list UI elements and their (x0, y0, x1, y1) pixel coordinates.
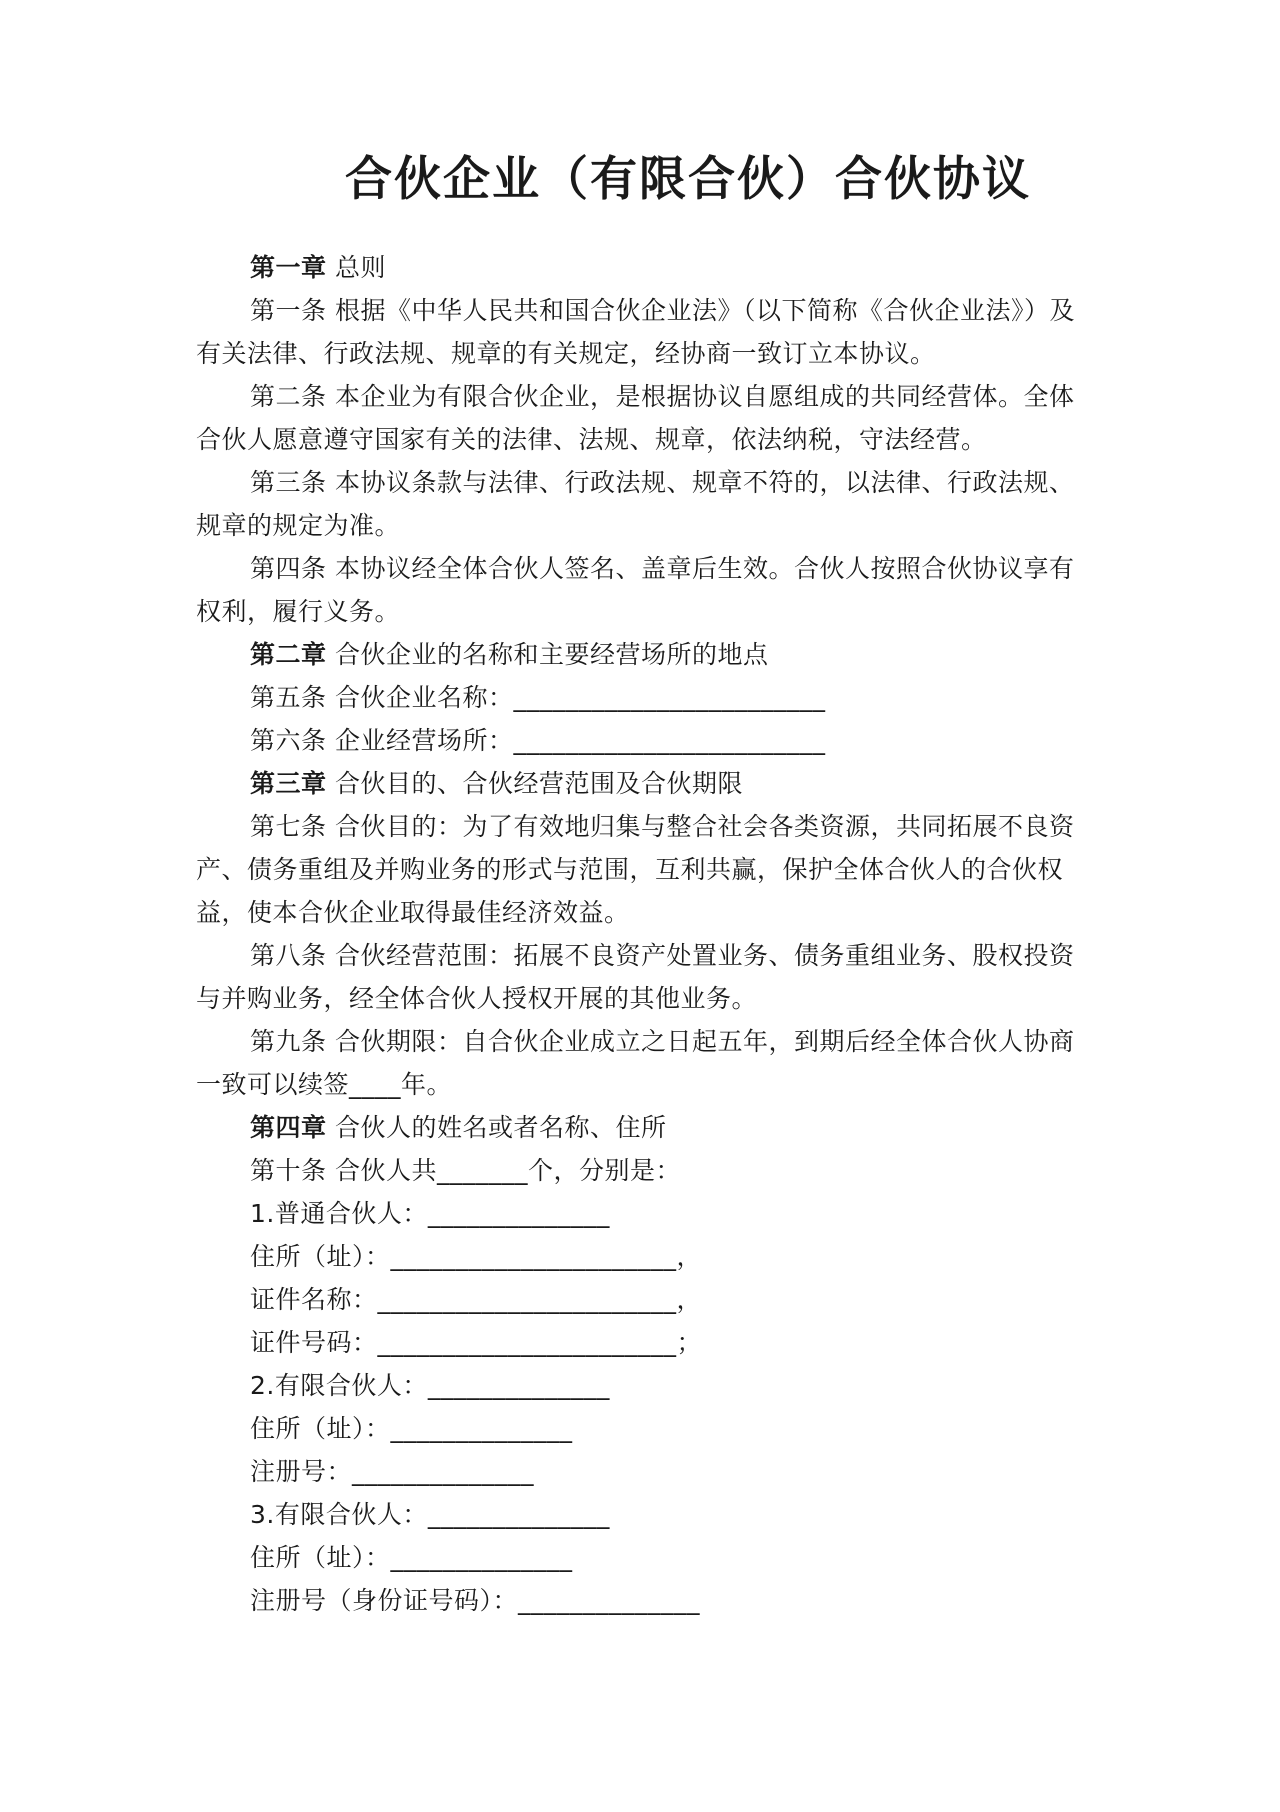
article-2: 第二条 本企业为有限合伙企业，是根据协议自愿组成的共同经营体。全体合伙人愿意遵守国家有关的法律、法规、规章，依法纳税，守法经营。 (196, 382, 1075, 454)
chapter-name: 合伙人的姓名或者名称、住所 (334, 1113, 667, 1142)
chapter-3-heading (196, 762, 1086, 805)
article-7: 第七条 合伙目的：为了有效地归集与整合社会各类资源，共同拓展不良资产、债务重组及并购业务的形式与范围，互利共赢，保护全体合伙人的合伙权益，使本合伙企业取得最佳经济效益。 (196, 812, 1075, 927)
chapter-label: 第三章 (250, 769, 327, 798)
partner-line: 1.普通合伙人：______________ (250, 1199, 610, 1228)
chapter-1-heading (196, 246, 1086, 289)
chapter-name: 合伙目的、合伙经营范围及合伙期限 (334, 769, 743, 798)
partner-line: 注册号（身份证号码）：______________ (250, 1586, 701, 1615)
article-4: 第四条 本协议经全体合伙人签名、盖章后生效。合伙人按照合伙协议享有权利，履行义务。 (196, 554, 1075, 626)
chapter-label: 第四章 (250, 1113, 327, 1142)
article-1: 第一条 根据《中华人民共和国合伙企业法》（以下简称《合伙企业法》）及有关法律、行政法规、规章的有关规定，经协商一致订立本协议。 (196, 296, 1075, 368)
article-8: 第八条 合伙经营范围：拓展不良资产处置业务、债务重组业务、股权投资与并购业务，经全体合伙人授权开展的其他业务。 (196, 941, 1075, 1013)
chapter-label: 第一章 (250, 253, 327, 282)
partner-line: 注册号：______________ (250, 1457, 535, 1486)
partner-line: 3.有限合伙人：______________ (250, 1500, 610, 1529)
partner-line: 住所（址）：______________ (250, 1543, 573, 1572)
partner-line: 证件号码：_______________________； (250, 1328, 703, 1357)
document-body (196, 246, 1086, 1622)
chapter-name: 合伙企业的名称和主要经营场所的地点 (334, 640, 769, 669)
partner-line: 2.有限合伙人：______________ (250, 1371, 610, 1400)
chapter-label: 第二章 (250, 640, 327, 669)
partner-line: 证件名称：_______________________， (250, 1285, 703, 1314)
article-6: 第六条 企业经营场所：________________________ (250, 726, 826, 755)
article-9: 第九条 合伙期限：自合伙企业成立之日起五年，到期后经全体合伙人协商一致可以续签____年。 (196, 1027, 1075, 1099)
article-10: 第十条 合伙人共_______个，分别是： (250, 1156, 681, 1185)
partner-line: 住所（址）：______________________， (250, 1242, 703, 1271)
chapter-2-heading (196, 633, 1086, 676)
document-title: 合伙企业（有限合伙）合伙协议 (345, 152, 1031, 207)
chapter-name: 总则 (334, 253, 386, 282)
article-3: 第三条 本协议条款与法律、行政法规、规章不符的，以法律、行政法规、规章的规定为准。 (196, 468, 1075, 540)
article-5: 第五条 合伙企业名称：________________________ (250, 683, 826, 712)
partner-line: 住所（址）：______________ (250, 1414, 573, 1443)
chapter-4-heading (196, 1106, 1086, 1149)
